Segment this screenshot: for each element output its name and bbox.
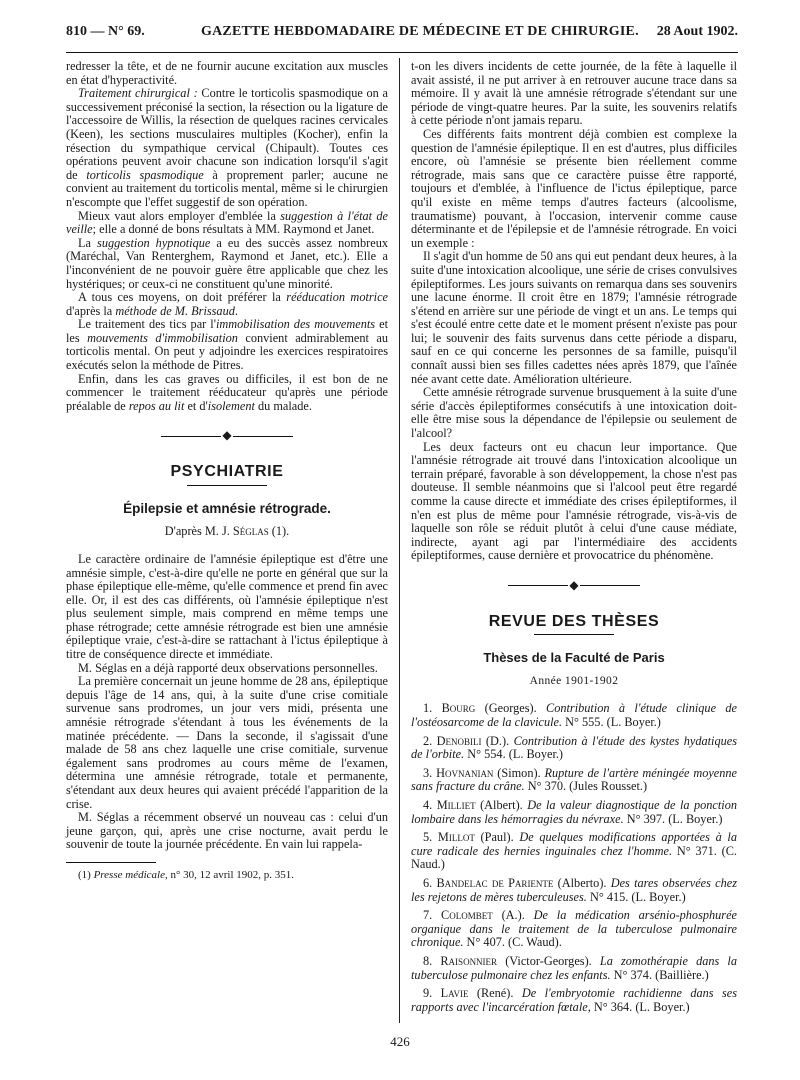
paragraph: redresser la tête, et de ne fournir aucune excitation aux muscles en état d'hyperactivité. (66, 59, 388, 87)
thesis-entry: 5. Millot (Paul). De quelques modifications apportées à la cure radicale des hernies inguinales chez l'homme. N° 371. (C. Naud.) (411, 830, 737, 872)
paragraph: Enfin, dans les cas graves ou difficiles, il est bon de ne commencer le traitement rééducateur qu'après une période préalable de repos au lit et d'isolement du malade. (66, 371, 388, 413)
paragraph: Les deux facteurs ont eu chacun leur importance. Que l'amnésie rétrograde ait trouvé dans l'intoxication alcoolique un terrain préparé, favorable à son développement, la chose n'est pas douteuse. Il semble néanmoins que si l'alcool peut être regardé comme la cause directe et immédiate des crises épileptiformes, il n'en est plus de même pour l'amnésie rétrograde, vis-à-vis de laquelle son rôle se réduit plutôt à celui d'une cause médiate, indirecte, ayant agi par l'intermédiaire des accidents épileptiformes, cause dernière et provocatrice du phénomène. (411, 439, 737, 563)
column-divider (399, 58, 400, 1023)
paragraph: Le caractère ordinaire de l'amnésie épileptique est d'être une amnésie simple, c'est-à-dire qu'elle ne porte en général que sur la phase épileptique elle-même, qu'elle commence et prend fin avec elle. Or, il est des cas différents, où l'amnésie épileptique n'est plus seulement simple, mais comprend en même temps une phase rétrograde; cette amnésie rétrograde est bien une amnésie épileptique vraie, c'est-à-dire se rattachant à l'ictus épileptique à titre de conséquence directe et immédiate. (66, 551, 388, 662)
theses-list (411, 702, 737, 1014)
paragraph: Mieux vaut alors employer d'emblée la suggestion à l'état de veille; elle a donné de bons résultats à MM. Raymond et Janet. (66, 208, 388, 237)
section-ornament: ◆ (66, 429, 388, 443)
paragraph: Il s'agit d'un homme de 50 ans qui eut pendant deux heures, à la suite d'une intoxication alcoolique, une série de crises convulsives épileptiformes. Les jours suivants on remarqua dans ses souvenirs une lacune énorme. Il croit être en 1879; l'amnésie rétrograde s'étend en arrière sur une période de vingt et un ans. Le temps qui s'est écoulé entre cette date et le moment présent n'existe pas pour lui; le souvenir des faits survenus dans cette période a disparu, sauf en ce qui concerne les personnes de sa famille, puisqu'il connaît aussi bien ses filles cadettes nées après 1879, que l'aînée née avant cette date. Amélioration ultérieure. (411, 249, 737, 386)
thesis-entry: 3. Hovnanian (Simon). Rupture de l'artère méningée moyenne sans fracture du crâne. N° 370. (Jules Rousset.) (411, 765, 738, 794)
theses-year: Année 1901-1902 (529, 674, 619, 687)
footnote: (1) Presse médicale, n° 30, 12 avril 1902, p. 351. (78, 868, 295, 881)
page-number: 426 (390, 1034, 410, 1049)
paragraph: A tous ces moyens, on doit préférer la rééducation motrice d'après la méthode de M. Brissaud. (66, 290, 388, 318)
paragraph: Traitement chirurgical : Contre le torticolis spasmodique on a successivement préconisé la section, la résection ou la ligature de l'accessoire de Willis, la résection de quelques racines cervicales (Keen), les sections musculaires multiples (Kocher), enfin la résection du sympathique cervical (Chipault). Toutes ces opérations peuvent avoir chacune son indication lorsqu'il s'agit de torticolis spasmodique à proprement parler; aucune ne convient au traitement du torticolis mental, même si le chirurgien n'escompte que l'effet suggestif de son opération. (66, 86, 388, 209)
paragraph: Ces différents faits montrent déjà combien est complexe la question de l'amnésie épileptique. Il en est d'autres, plus difficiles encore, où l'amnésie se présente bien réellement comme rétrograde, mais sans que ce caractère puisse être rapporté, toujours et d'emblée, à l'influence de l'ictus épileptique, parce qu'il existe en même temps d'autres facteurs (alcoolisme, traumatisme) pouvant, à l'occasion, intervenir comme cause déterminante et de l'épilepsie et de l'amnésie rétrograde. En voici un exemple : (411, 126, 737, 250)
paragraph: Cette amnésie rétrograde survenue brusquement à la suite d'une série d'accès épileptiformes consécutifs à une intoxication doit-elle être mise sous la dépendance de l'épilepsie ou seulement de l'alcool? (411, 385, 737, 441)
theses-heading: Thèses de la Faculté de Paris (483, 650, 665, 666)
left-column (66, 60, 388, 883)
section-title-revue-des-theses: REVUE DES THÈSES (488, 612, 660, 630)
title-rule (534, 634, 614, 635)
paragraph: t-on les divers incidents de cette journée, de la fête à laquelle il avait assisté, il ne put arriver à en retrouver aucune trace dans sa mémoire. Il y avait là une amnésie rétrograde s'étendant sur une période de vingt-quatre heures. Par la suite, les souvenirs relatifs à cette période n'ont jamais reparu. (411, 59, 737, 128)
page-issue-number: 810 — N° 69. (66, 24, 145, 39)
paragraph: M. Séglas a récemment observé un nouveau cas : celui d'un jeune garçon, qui, après une crise nocturne, avait perdu le souvenir de toute la journée précédente. En vain lui rappela- (66, 810, 388, 852)
title-rule (187, 485, 267, 486)
paragraph: La suggestion hypnotique a eu des succès assez nombreux (Maréchal, Van Renterghem, Raymond et Janet, etc.). Elle a l'inconvénient de ne pouvoir guère être applicable que chez les hystériques; or ceux-ci ne constituent qu'une minorité. (66, 235, 388, 291)
paragraph: La première concernait un jeune homme de 28 ans, épileptique depuis l'âge de 14 ans, qui, à la suite d'une crise comitiale survenue sans prodromes, un jour vers midi, présenta une amnésie rétrograde s'étendant à tous les événements de la matinée précédente. — Dans la seconde, il s'agissait d'une malade de 58 ans chez laquelle une crise comitiale, survenue également sans prodromes au cours même de l'examen, détermina une amnésie rétrograde, totale et permanente, s'étendant aux deux heures qui avaient précédé l'apparition de la crise. (66, 674, 388, 811)
thesis-entry: 7. Colombet (A.). De la médication arsénio-phosphurée organique dans le traitement de la tuberculose pulmonaire chronique. N° 407. (C. Waud). (411, 908, 737, 950)
section-title-psychiatrie: PSYCHIATRIE (170, 463, 284, 481)
thesis-entry: 9. Lavie (René). De l'embryotomie rachidienne dans ses rapports avec l'incarcération fœtale, N° 364. (L. Boyer.) (411, 986, 738, 1014)
paragraph: M. Séglas en a déjà rapporté deux observations personnelles. (78, 660, 378, 675)
page-header (66, 14, 738, 44)
article-byline: D'après M. J. Séglas (1). (164, 524, 290, 539)
section-ornament: ◆ (411, 579, 737, 593)
thesis-entry: 6. Bandelac de Pariente (Alberto). Des tares observées chez les rejetons de mères tuberculeuses. N° 415. (L. Boyer.) (411, 875, 737, 904)
journal-title: GAZETTE HEBDOMADAIRE DE MÉDECINE ET DE CHIRURGIE. (201, 24, 639, 39)
issue-date: 28 Aout 1902. (656, 24, 738, 39)
paragraph: Le traitement des tics par l'immobilisation des mouvements et les mouvements d'immobilisation convient admirablement au torticolis mental. On peut y adjoindre les exercices respiratoires exécutés selon la méthode de Pitres. (66, 317, 389, 373)
article-title: Épilepsie et amnésie rétrograde. (123, 500, 331, 516)
right-column (411, 60, 737, 1019)
footnote-rule (66, 862, 156, 863)
thesis-entry: 8. Raisonnier (Victor-Georges). La zomothérapie dans la tuberculose pulmonaire chez les enfants. N° 374. (Baillière.) (411, 953, 737, 982)
thesis-entry: 2. Denobili (D.). Contribution à l'étude des kystes hydatiques de l'orbite. N° 554. (L. Boyer.) (411, 733, 738, 762)
header-rule (66, 52, 738, 53)
thesis-entry: 4. Milliet (Albert). De la valeur diagnostique de la ponction lombaire dans les hémorragies du névraxe. N° 397. (L. Boyer.) (411, 798, 738, 826)
thesis-entry: 1. Bourg (Georges). Contribution à l'étude clinique de l'ostéosarcome de la clavicule. N° 555. (L. Boyer.) (411, 701, 737, 730)
